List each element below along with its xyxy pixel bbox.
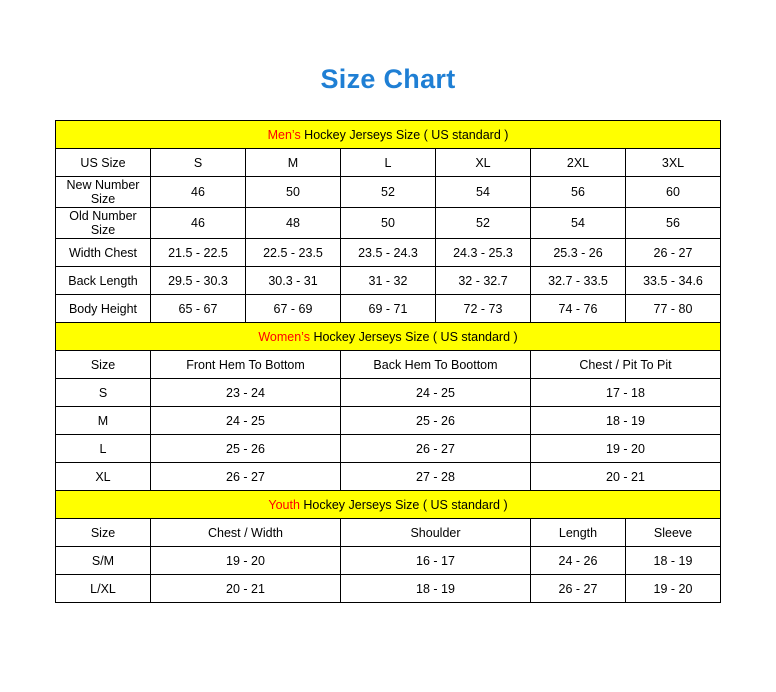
section-banner-row xyxy=(56,323,721,351)
column-header: Sleeve xyxy=(626,519,721,547)
table-cell: 33.5 - 34.6 xyxy=(626,267,721,295)
table-cell: 24 - 26 xyxy=(531,547,626,575)
section-header-row xyxy=(56,149,721,177)
section-banner-text: Hockey Jerseys Size ( US standard ) xyxy=(299,497,508,512)
table-cell: 19 - 20 xyxy=(151,547,341,575)
column-header: Size xyxy=(56,519,151,547)
table-cell: 52 xyxy=(341,177,436,208)
row-label: M xyxy=(56,407,151,435)
table-row xyxy=(56,239,721,267)
column-header: S xyxy=(151,149,246,177)
row-label: Body Height xyxy=(56,295,151,323)
table-cell: 19 - 20 xyxy=(531,435,721,463)
table-cell: 72 - 73 xyxy=(436,295,531,323)
table-cell: 23 - 24 xyxy=(151,379,341,407)
row-label: S/M xyxy=(56,547,151,575)
table-cell: 30.3 - 31 xyxy=(246,267,341,295)
column-header: Back Hem To Boottom xyxy=(341,351,531,379)
table-cell: 29.5 - 30.3 xyxy=(151,267,246,295)
row-label: New Number Size xyxy=(56,177,151,208)
table-cell: 67 - 69 xyxy=(246,295,341,323)
table-row xyxy=(56,547,721,575)
table-row xyxy=(56,295,721,323)
column-header: Shoulder xyxy=(341,519,531,547)
table-row xyxy=(56,575,721,603)
table-cell: 50 xyxy=(246,177,341,208)
table-cell: 46 xyxy=(151,208,246,239)
table-cell: 16 - 17 xyxy=(341,547,531,575)
table-cell: 56 xyxy=(531,177,626,208)
column-header: M xyxy=(246,149,341,177)
table-cell: 25 - 26 xyxy=(341,407,531,435)
table-cell: 50 xyxy=(341,208,436,239)
column-header: XL xyxy=(436,149,531,177)
table-row xyxy=(56,435,721,463)
table-cell: 23.5 - 24.3 xyxy=(341,239,436,267)
table-cell: 18 - 19 xyxy=(626,547,721,575)
table-cell: 24 - 25 xyxy=(341,379,531,407)
table-cell: 54 xyxy=(436,177,531,208)
table-cell: 54 xyxy=(531,208,626,239)
column-header: Chest / Pit To Pit xyxy=(531,351,721,379)
table-cell: 26 - 27 xyxy=(531,575,626,603)
table-cell: 46 xyxy=(151,177,246,208)
table-cell: 65 - 67 xyxy=(151,295,246,323)
section-banner xyxy=(56,323,721,351)
row-label: Old Number Size xyxy=(56,208,151,239)
table-cell: 24 - 25 xyxy=(151,407,341,435)
table-cell: 48 xyxy=(246,208,341,239)
table-cell: 25 - 26 xyxy=(151,435,341,463)
table-row xyxy=(56,208,721,239)
table-cell: 18 - 19 xyxy=(341,575,531,603)
table-cell: 24.3 - 25.3 xyxy=(436,239,531,267)
table-row xyxy=(56,407,721,435)
section-banner-accent: Men’s xyxy=(267,127,301,142)
section-banner xyxy=(56,491,721,519)
column-header: US Size xyxy=(56,149,151,177)
table-cell: 74 - 76 xyxy=(531,295,626,323)
table-cell: 26 - 27 xyxy=(341,435,531,463)
table-cell: 22.5 - 23.5 xyxy=(246,239,341,267)
table-row xyxy=(56,463,721,491)
row-label: Width Chest xyxy=(56,239,151,267)
row-label: XL xyxy=(56,463,151,491)
table-cell: 21.5 - 22.5 xyxy=(151,239,246,267)
table-cell: 19 - 20 xyxy=(626,575,721,603)
table-cell: 20 - 21 xyxy=(151,575,341,603)
table-cell: 17 - 18 xyxy=(531,379,721,407)
section-banner-row xyxy=(56,491,721,519)
section-banner-text: Hockey Jerseys Size ( US standard ) xyxy=(300,127,509,142)
table-row xyxy=(56,267,721,295)
table-row xyxy=(56,379,721,407)
table-cell: 32 - 32.7 xyxy=(436,267,531,295)
size-chart-table xyxy=(55,120,721,603)
row-label: L xyxy=(56,435,151,463)
size-chart-tables xyxy=(55,93,721,603)
table-cell: 60 xyxy=(626,177,721,208)
table-cell: 26 - 27 xyxy=(626,239,721,267)
table-cell: 26 - 27 xyxy=(151,463,341,491)
section-banner-accent: Youth xyxy=(268,497,300,512)
table-cell: 20 - 21 xyxy=(531,463,721,491)
section-header-row xyxy=(56,519,721,547)
row-label: L/XL xyxy=(56,575,151,603)
section-banner-text: Hockey Jerseys Size ( US standard ) xyxy=(309,329,518,344)
row-label: Back Length xyxy=(56,267,151,295)
table-cell: 77 - 80 xyxy=(626,295,721,323)
column-header: Size xyxy=(56,351,151,379)
column-header: Front Hem To Bottom xyxy=(151,351,341,379)
column-header: L xyxy=(341,149,436,177)
column-header: 2XL xyxy=(531,149,626,177)
column-header: Length xyxy=(531,519,626,547)
table-row xyxy=(56,177,721,208)
table-cell: 52 xyxy=(436,208,531,239)
column-header: 3XL xyxy=(626,149,721,177)
table-cell: 69 - 71 xyxy=(341,295,436,323)
table-cell: 56 xyxy=(626,208,721,239)
page-title: Size Chart xyxy=(320,64,456,94)
column-header: Chest / Width xyxy=(151,519,341,547)
table-cell: 18 - 19 xyxy=(531,407,721,435)
section-banner-row xyxy=(56,121,721,149)
section-banner xyxy=(56,121,721,149)
table-cell: 31 - 32 xyxy=(341,267,436,295)
table-cell: 32.7 - 33.5 xyxy=(531,267,626,295)
section-banner-accent: Women’s xyxy=(258,329,310,344)
table-cell: 25.3 - 26 xyxy=(531,239,626,267)
section-header-row xyxy=(56,351,721,379)
row-label: S xyxy=(56,379,151,407)
table-cell: 27 - 28 xyxy=(341,463,531,491)
